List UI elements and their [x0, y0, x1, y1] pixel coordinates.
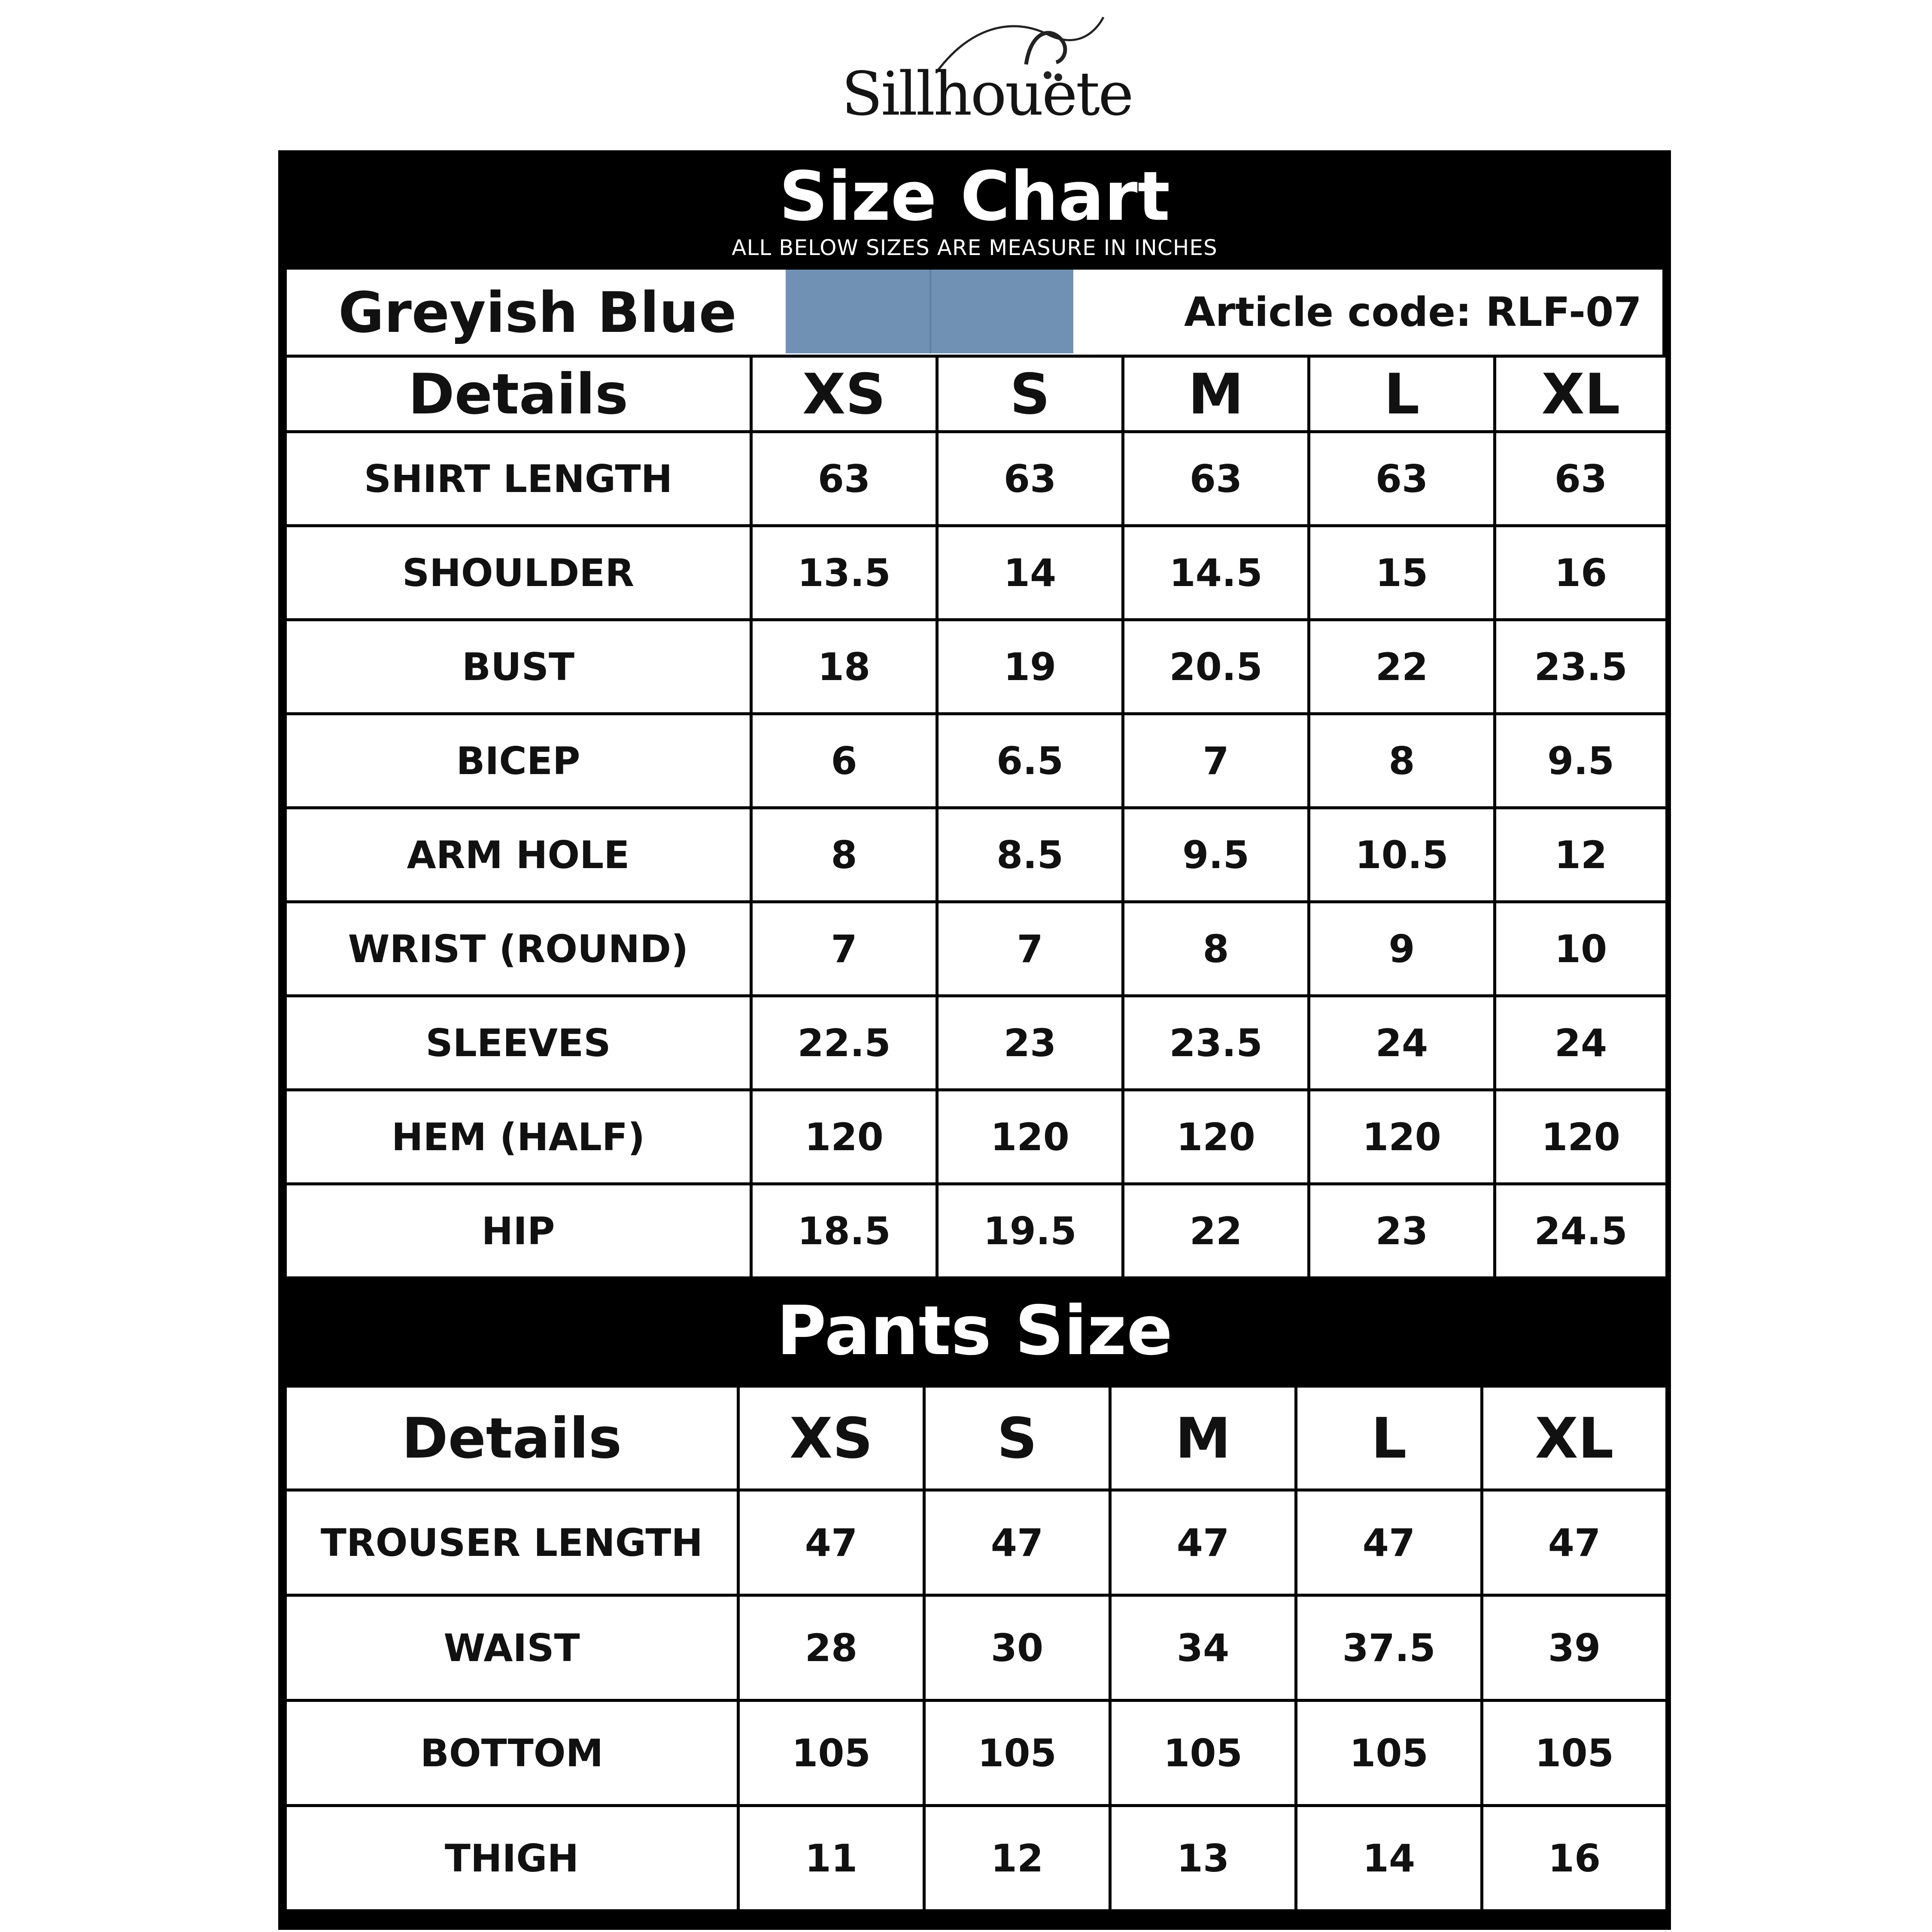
table-row — [286, 1595, 1667, 1701]
product-info-row — [287, 270, 1662, 355]
table-cell: 8.5 — [937, 808, 1123, 902]
table-cell: 105 — [1482, 1701, 1667, 1806]
table-cell: 22 — [1123, 1184, 1309, 1278]
row-label: THIGH — [286, 1806, 738, 1911]
pants-size-table — [284, 1385, 1668, 1912]
table-cell: 47 — [1110, 1490, 1296, 1595]
table-cell: 13.5 — [751, 526, 937, 620]
table-cell: 16 — [1495, 526, 1667, 620]
header-cell: M — [1110, 1386, 1296, 1490]
table-cell: 14.5 — [1123, 526, 1309, 620]
row-label: TROUSER LENGTH — [286, 1490, 738, 1595]
table-cell: 23.5 — [1123, 996, 1309, 1090]
table-cell: 24.5 — [1495, 1184, 1667, 1278]
row-label: SHIRT LENGTH — [286, 432, 751, 526]
header-cell: Details — [286, 1386, 738, 1490]
table-cell: 105 — [1110, 1701, 1296, 1806]
table-row — [286, 1184, 1667, 1278]
table-row — [286, 714, 1667, 808]
table-cell: 12 — [924, 1806, 1110, 1911]
table-cell: 63 — [1123, 432, 1309, 526]
table-cell: 105 — [924, 1701, 1110, 1806]
swatch-divider — [930, 270, 931, 353]
table-row — [286, 432, 1667, 526]
header-cell: S — [937, 356, 1123, 432]
header-cell: XL — [1482, 1386, 1667, 1490]
table-cell: 18 — [751, 620, 937, 714]
table-cell: 105 — [738, 1701, 924, 1806]
row-label: ARM HOLE — [286, 808, 751, 902]
header-cell: L — [1296, 1386, 1482, 1490]
header-cell: XS — [751, 356, 937, 432]
table-cell: 15 — [1309, 526, 1495, 620]
row-label: WAIST — [286, 1595, 738, 1701]
table-cell: 8 — [751, 808, 937, 902]
color-name: Greyish Blue — [338, 280, 737, 345]
table-cell: 9.5 — [1123, 808, 1309, 902]
table-cell: 8 — [1309, 714, 1495, 808]
table-cell: 23 — [937, 996, 1123, 1090]
header-cell: S — [924, 1386, 1110, 1490]
table-cell: 63 — [751, 432, 937, 526]
table-cell: 19 — [937, 620, 1123, 714]
page-title: Size Chart — [779, 157, 1170, 236]
table-cell: 37.5 — [1296, 1595, 1482, 1701]
table-cell: 47 — [1296, 1490, 1482, 1595]
title-bar — [278, 150, 1671, 268]
row-label: BICEP — [286, 714, 751, 808]
table-row — [286, 996, 1667, 1090]
shirt-size-table — [284, 355, 1668, 1279]
table-cell: 23 — [1309, 1184, 1495, 1278]
size-chart-frame — [278, 150, 1671, 1930]
table-cell: 10 — [1495, 902, 1667, 996]
table-cell: 22 — [1309, 620, 1495, 714]
table-cell: 9.5 — [1495, 714, 1667, 808]
table-cell: 7 — [1123, 714, 1309, 808]
table-cell: 24 — [1495, 996, 1667, 1090]
table-cell: 14 — [1296, 1806, 1482, 1911]
table-row — [286, 1701, 1667, 1806]
table-cell: 34 — [1110, 1595, 1296, 1701]
table-cell: 63 — [937, 432, 1123, 526]
row-label: HEM (HALF) — [286, 1090, 751, 1184]
row-label: SHOULDER — [286, 526, 751, 620]
table-cell: 120 — [1495, 1090, 1667, 1184]
table-cell: 28 — [738, 1595, 924, 1701]
header-cell: XS — [738, 1386, 924, 1490]
table-cell: 23.5 — [1495, 620, 1667, 714]
table-cell: 47 — [924, 1490, 1110, 1595]
table-cell: 12 — [1495, 808, 1667, 902]
table-cell: 19.5 — [937, 1184, 1123, 1278]
table-cell: 6 — [751, 714, 937, 808]
table-row — [286, 1090, 1667, 1184]
pants-header-row — [286, 1386, 1667, 1490]
header-cell: XL — [1495, 356, 1667, 432]
table-cell: 39 — [1482, 1595, 1667, 1701]
pants-title-bar — [278, 1282, 1671, 1385]
table-cell: 120 — [751, 1090, 937, 1184]
table-cell: 63 — [1495, 432, 1667, 526]
row-label: SLEEVES — [286, 996, 751, 1090]
table-row — [286, 620, 1667, 714]
header-cell: M — [1123, 356, 1309, 432]
table-cell: 10.5 — [1309, 808, 1495, 902]
table-cell: 18.5 — [751, 1184, 937, 1278]
table-row — [286, 808, 1667, 902]
row-label: BUST — [286, 620, 751, 714]
article-code: Article code: RLF-07 — [1184, 289, 1642, 336]
header-cell: Details — [286, 356, 751, 432]
table-cell: 20.5 — [1123, 620, 1309, 714]
table-cell: 7 — [751, 902, 937, 996]
table-cell: 7 — [937, 902, 1123, 996]
table-cell: 16 — [1482, 1806, 1667, 1911]
table-row — [286, 1490, 1667, 1595]
table-cell: 6.5 — [937, 714, 1123, 808]
header-cell: L — [1309, 356, 1495, 432]
table-row — [286, 526, 1667, 620]
table-cell: 24 — [1309, 996, 1495, 1090]
row-label: WRIST (ROUND) — [286, 902, 751, 996]
table-cell: 47 — [1482, 1490, 1667, 1595]
shirt-header-row — [286, 356, 1667, 432]
table-cell: 63 — [1309, 432, 1495, 526]
table-cell: 120 — [1309, 1090, 1495, 1184]
table-row — [286, 1806, 1667, 1911]
brand-logo — [841, 0, 1132, 137]
table-cell: 30 — [924, 1595, 1110, 1701]
table-cell: 47 — [738, 1490, 924, 1595]
table-cell: 8 — [1123, 902, 1309, 996]
pants-title: Pants Size — [776, 1291, 1173, 1370]
brand-name: Sillhouete — [841, 59, 1132, 129]
table-cell: 13 — [1110, 1806, 1296, 1911]
table-cell: 120 — [937, 1090, 1123, 1184]
table-cell: 11 — [738, 1806, 924, 1911]
table-cell: 120 — [1123, 1090, 1309, 1184]
table-cell: 9 — [1309, 902, 1495, 996]
row-label: HIP — [286, 1184, 751, 1278]
table-row — [286, 902, 1667, 996]
table-cell: 22.5 — [751, 996, 937, 1090]
table-cell: 14 — [937, 526, 1123, 620]
row-label: BOTTOM — [286, 1701, 738, 1806]
table-cell: 105 — [1296, 1701, 1482, 1806]
page-subtitle: ALL BELOW SIZES ARE MEASURE IN INCHES — [732, 235, 1218, 260]
